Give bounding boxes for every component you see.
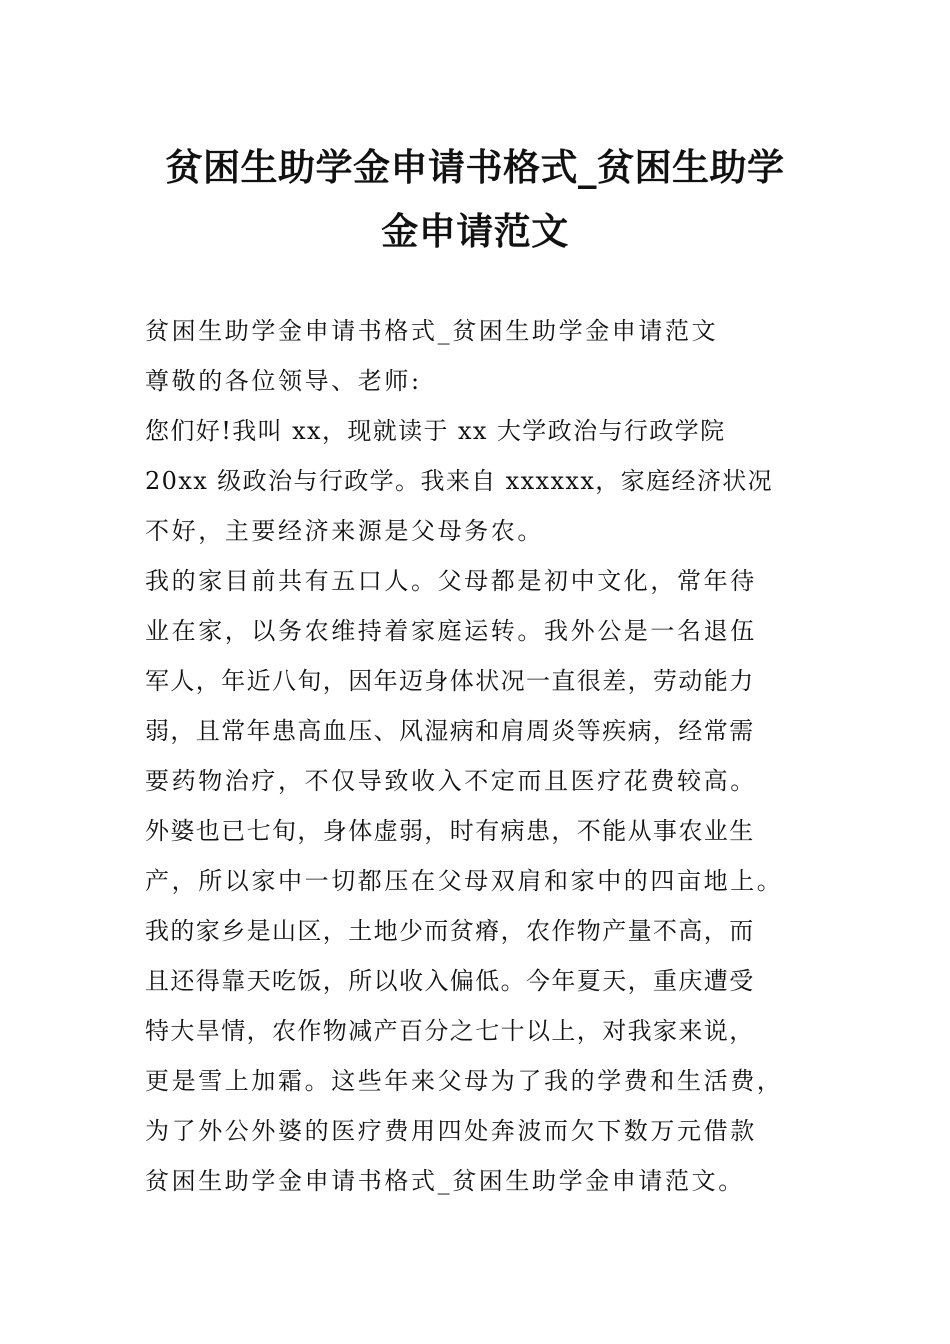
document-title: [0, 136, 950, 264]
body-line: 我的家目前共有五口人。父母都是初中文化，常年待: [145, 567, 757, 595]
body-line: 尊敬的各位领导、老师:: [145, 367, 422, 395]
body-line: 不好，主要经济来源是父母务农。: [145, 517, 544, 545]
body-line: 弱，且常年患高血压、风湿病和肩周炎等疾病，经常需: [145, 717, 755, 745]
body-line: 您们好!我叫 xx，现就读于 xx 大学政治与行政学院: [145, 417, 726, 445]
body-line: 贫困生助学金申请书格式_贫困生助学金申请范文。: [145, 1167, 745, 1195]
body-line: 外婆也已七旬，身体虚弱，时有病患，不能从事农业生: [145, 817, 755, 845]
body-line: 特大旱情，农作物减产百分之七十以上，对我家来说，: [145, 1017, 755, 1045]
body-line: 为了外公外婆的医疗费用四处奔波而欠下数万元借款: [145, 1117, 757, 1145]
body-line: 贫困生助学金申请书格式_贫困生助学金申请范文: [145, 317, 719, 345]
body-line: 20xx 级政治与行政学。我来自 xxxxxx，家庭经济状况: [145, 467, 774, 495]
body-line: 业在家，以务农维持着家庭运转。我外公是一名退伍: [145, 617, 757, 645]
body-line: 要药物治疗，不仅导致收入不定而且医疗花费较高。: [145, 767, 757, 795]
title-line: 贫困生助学金申请书格式_贫困生助学: [165, 146, 785, 189]
title-line: 金申请范文: [381, 210, 569, 253]
body-line: 军人，年近八旬，因年迈身体状况一直很差，劳动能力: [145, 667, 755, 695]
body-line: 且还得靠天吃饭，所以收入偏低。今年夏天，重庆遭受: [145, 967, 755, 995]
body-line: 产，所以家中一切都压在父母双肩和家中的四亩地上。: [145, 867, 784, 895]
body-line: 我的家乡是山区，土地少而贫瘠，农作物产量不高，而: [145, 917, 755, 945]
body-line: 更是雪上加霜。这些年来父母为了我的学费和生活费，: [145, 1067, 784, 1095]
document-body: [145, 306, 825, 1206]
